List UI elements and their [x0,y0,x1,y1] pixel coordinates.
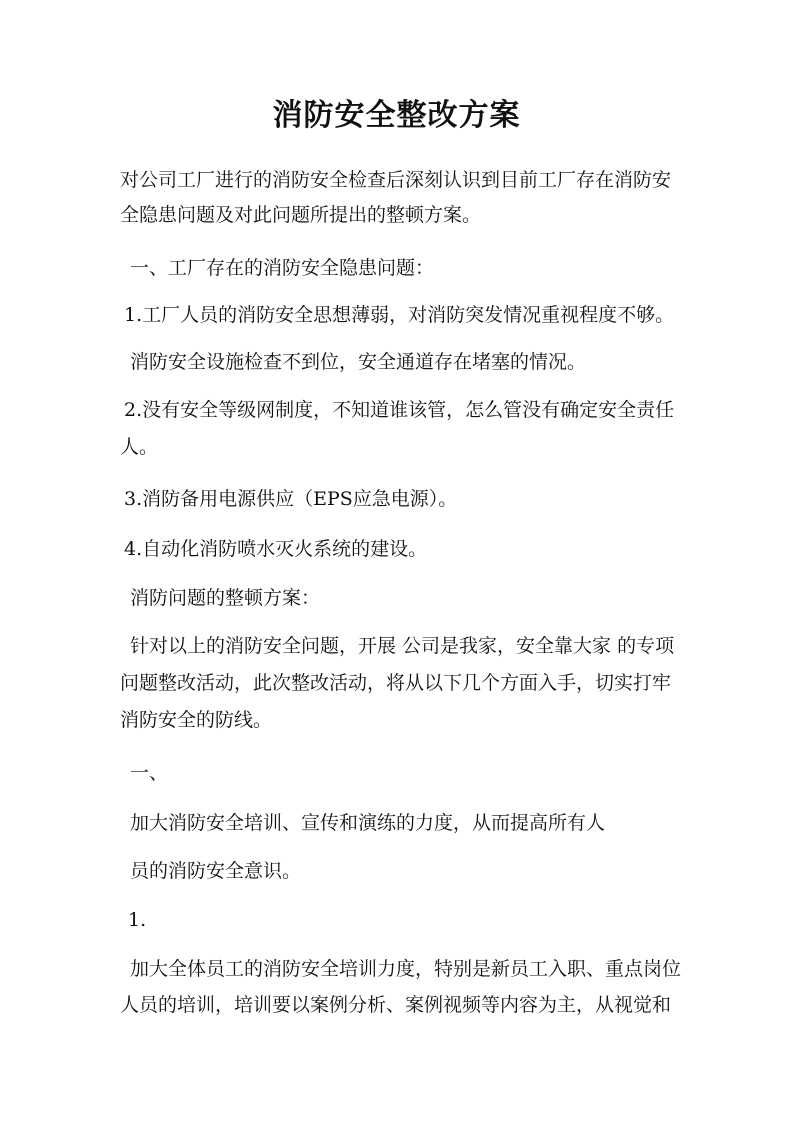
document-title: 消防安全整改方案 [272,98,521,133]
intro-line-1: 对公司工厂进行的消防安全检查后深刻认识到目前工厂存在消防安 [120,169,672,191]
problem-item-4: 4.自动化消防喷水灭火系统的建设。 [124,538,428,560]
section-heading-solutions: 消防问题的整顿方案： [130,587,321,609]
problem-item-2-line-1: 2.没有安全等级网制度，不知道谁该管，怎么管没有确定安全责任 [124,399,675,421]
sub-item-1-line-2: 人员的培训，培训要以案例分析、案例视频等内容为主，从视觉和 [120,994,672,1016]
problem-item-1-continued: 消防安全设施检查不到位，安全通道存在堵塞的情况。 [130,351,587,373]
problem-item-3: 3.消防备用电源供应（EPS应急电源）。 [124,488,458,510]
solution-intro-line-1: 针对以上的消防安全问题，开展 公司是我家，安全靠大家 的专项 [130,635,675,657]
problem-item-2-line-2: 人。 [120,436,159,458]
problem-item-1: 1.工厂人员的消防安全思想薄弱，对消防突发情况重视程度不够。 [124,304,675,326]
section-heading-problems: 一、工厂存在的消防安全隐患问题： [130,257,435,279]
solution-intro-line-3: 消防安全的防线。 [120,709,273,731]
solution-1-line-1: 加大消防安全培训、宣传和演练的力度，从而提高所有人 [130,812,606,834]
solution-intro-line-2: 问题整改活动，此次整改活动，将从以下几个方面入手，切实打牢 [120,672,672,694]
solution-1-line-2: 员的消防安全意识。 [130,860,302,882]
intro-line-2: 全隐患问题及对此问题所提出的整顿方案。 [120,204,482,226]
sub-item-1-line-1: 加大全体员工的消防安全培训力度，特别是新员工入职、重点岗位 [130,958,682,980]
solution-number-1: 一、 [130,762,169,784]
sub-item-number-1: 1. [128,909,147,931]
